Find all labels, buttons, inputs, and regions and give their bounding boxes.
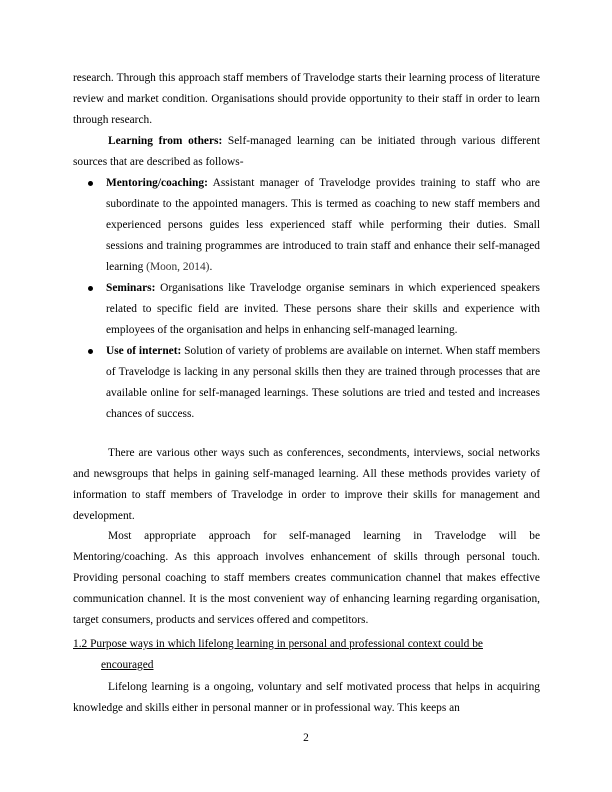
paragraph-appropriate-approach: Most appropriate approach for self-managed learning in Travelodge will be Mentoring/coaching. As this approach involves enhancement of skills through personal touch. Providing personal coaching to staff members creates communication channel that makes effective communication channel. It is the most convenient way of enhancing learning regarding organisation, target consumers, products and services offered and competitors. <box>73 530 540 626</box>
paragraph-research: research. Through this approach staff members of Travelodge starts their learning process of literature review and market condition. Organisations should provide opportunity to their staff in order to learn through research. <box>73 72 540 126</box>
bullet-label: Mentoring/coaching: <box>106 177 208 189</box>
paragraph-lifelong-learning: Lifelong learning is a ongoing, voluntary and self motivated process that helps in acquiring knowledge and skills either in personal manner or in professional way. This keeps an <box>73 681 540 714</box>
bullet-text: Organisations like Travelodge organise seminars in which experienced speakers related to specific field are invited. These persons share their skills and experience with employees of the organisation and helps in enhancing self-managed learning. <box>106 282 540 336</box>
paragraph-learning-from-others <box>73 131 540 173</box>
bullet-end: . <box>209 261 213 273</box>
bullet-dot-icon <box>88 286 93 291</box>
approach-bullet-list <box>73 173 540 425</box>
learning-from-others-label: Learning from others: <box>108 135 223 147</box>
bullet-use-of-internet <box>73 341 540 425</box>
bullet-dot-icon <box>88 181 93 186</box>
section-heading-line1: 1.2 Purpose ways in which lifelong learning in personal and professional context could be <box>73 638 483 650</box>
paragraph-other-ways: There are various other ways such as conferences, secondments, interviews, social networks and newsgroups that helps in gaining self-managed learning. All these methods provides variety of information to staff members of Travelodge in order to improve their skills for management and development. <box>73 447 540 522</box>
bullet-mentoring <box>73 173 540 278</box>
section-heading-line2: encouraged <box>101 659 154 671</box>
bullet-label: Seminars: <box>106 282 156 294</box>
bullet-text: Assistant manager of Travelodge provides training to staff who are subordinate to the appointed managers. This is termed as coaching to new staff members and experienced persons guides less experienced staff while performing their duties. Small sessions and training programmes are introduced to train staff and enhance their self-managed learning <box>106 177 540 273</box>
bullet-text: Solution of variety of problems are available on internet. When staff members of Travelodge is lacking in any personal skills then they are trained through processes that are available online for self-managed learnings. These solutions are tried and tested and increases chances of success. <box>106 345 541 420</box>
bullet-label: Use of internet: <box>106 345 182 357</box>
bullet-seminars <box>73 278 540 341</box>
page-number: 2 <box>303 732 309 744</box>
section-heading <box>73 634 540 676</box>
citation: (Moon, 2014) <box>146 261 210 273</box>
learning-from-others-text: Self-managed learning can be initiated through various different sources that are described as follows- <box>73 135 540 168</box>
bullet-dot-icon <box>88 349 93 354</box>
